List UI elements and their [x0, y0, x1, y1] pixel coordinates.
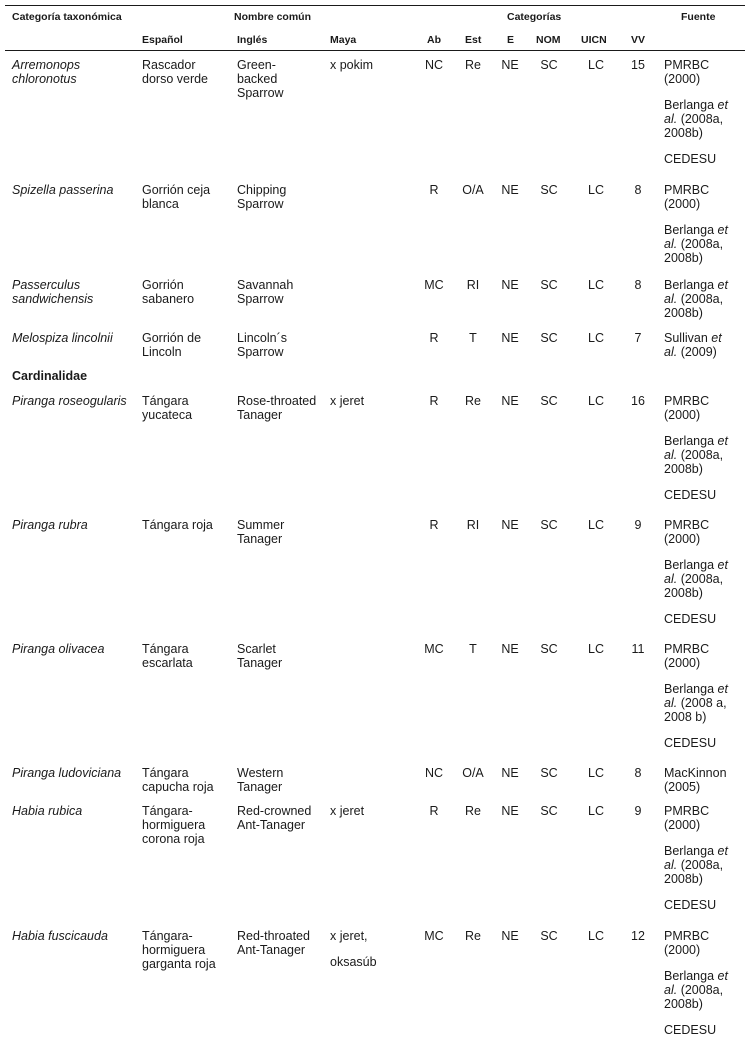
scientific-name: Piranga olivacea — [12, 642, 105, 656]
source-entry: CEDESU — [664, 1023, 717, 1037]
nom-value: SC — [540, 642, 558, 656]
vv-value: 8 — [634, 183, 642, 197]
e-value: NE — [501, 331, 519, 345]
scientific-name: Melospiza lincolnii — [12, 331, 113, 345]
ab-value: R — [429, 518, 439, 532]
nom-value: SC — [540, 183, 558, 197]
english-name: Western Tanager — [237, 766, 284, 794]
spanish-name: Gorrión de Lincoln — [142, 331, 202, 359]
uicn-value: LC — [588, 766, 604, 780]
est-value: RI — [466, 278, 480, 292]
nom-value: SC — [540, 394, 558, 408]
header-source: Fuente — [681, 11, 716, 23]
maya-name: x jeret — [330, 804, 365, 818]
e-value: NE — [501, 278, 519, 292]
header-uicn: UICN — [581, 34, 607, 46]
header-common-name: Nombre común — [234, 11, 312, 23]
vv-value: 15 — [631, 58, 645, 72]
est-value: Re — [465, 58, 481, 72]
est-value: T — [469, 331, 477, 345]
scientific-name: Piranga roseogularis — [12, 394, 127, 408]
source-entry: Berlanga et al. (2008a, 2008b) — [664, 844, 728, 886]
scientific-name: Piranga ludoviciana — [12, 766, 122, 780]
scientific-name: Passerculus sandwichensis — [12, 278, 94, 306]
source-entry: Berlanga et al. (2008a, 2008b) — [664, 223, 728, 265]
nom-value: SC — [540, 58, 558, 72]
spanish-name: Tángara- hormiguera corona roja — [142, 804, 206, 846]
source-entry: PMRBC (2000) — [664, 929, 710, 957]
source-entry: Berlanga et al. (2008a, 2008b) — [664, 969, 728, 1011]
vv-value: 7 — [634, 331, 642, 345]
source-entry: CEDESU — [664, 488, 717, 502]
ab-value: MC — [424, 278, 444, 292]
ab-value: MC — [424, 642, 444, 656]
spanish-name: Tángara- hormiguera garganta roja — [142, 929, 216, 971]
source-entry: PMRBC (2000) — [664, 804, 710, 832]
scientific-name: Habia rubica — [12, 804, 83, 818]
ab-value: R — [429, 183, 439, 197]
source-entry: Berlanga et al. (2008 a, 2008 b) — [664, 682, 728, 724]
scientific-name: Arremonops chloronotus — [12, 58, 81, 86]
source-entry: CEDESU — [664, 152, 717, 166]
nom-value: SC — [540, 518, 558, 532]
e-value: NE — [501, 929, 519, 943]
uicn-value: LC — [588, 331, 604, 345]
est-value: Re — [465, 929, 481, 943]
header-est: Est — [465, 34, 482, 46]
source-entry: Sullivan et al. (2009) — [664, 331, 722, 359]
source-list — [664, 394, 746, 502]
vv-value: 9 — [634, 518, 642, 532]
header-spanish: Español — [142, 34, 183, 46]
ab-value: NC — [424, 58, 444, 72]
english-name: Savannah Sparrow — [237, 278, 294, 306]
maya-name: x jeret — [330, 394, 365, 408]
source-entry: PMRBC (2000) — [664, 394, 710, 422]
source-entry: PMRBC (2000) — [664, 58, 710, 86]
header-maya: Maya — [330, 34, 357, 46]
english-name: Summer Tanager — [237, 518, 285, 546]
e-value: NE — [501, 766, 519, 780]
nom-value: SC — [540, 331, 558, 345]
maya-name: x jeret, oksasúb — [330, 929, 377, 969]
vv-value: 8 — [634, 278, 642, 292]
table-header-rule — [5, 50, 745, 51]
nom-value: SC — [540, 804, 558, 818]
source-entry: CEDESU — [664, 612, 717, 626]
vv-value: 11 — [631, 642, 645, 656]
spanish-name: Tángara yucateca — [142, 394, 193, 422]
source-entry: Berlanga et al. (2008a, 2008b) — [664, 434, 728, 476]
vv-value: 9 — [634, 804, 642, 818]
source-entry: Berlanga et al. (2008a, 2008b) — [664, 558, 728, 600]
english-name: Red-throated Ant-Tanager — [237, 929, 310, 957]
source-list — [664, 766, 746, 794]
vv-value: 16 — [631, 394, 645, 408]
vv-value: 8 — [634, 766, 642, 780]
est-value: O/A — [462, 766, 484, 780]
source-list — [664, 58, 746, 166]
uicn-value: LC — [588, 518, 604, 532]
e-value: NE — [501, 394, 519, 408]
scientific-name: Piranga rubra — [12, 518, 88, 532]
spanish-name: Tángara escarlata — [142, 642, 193, 670]
uicn-value: LC — [588, 58, 604, 72]
english-name: Red-crowned Ant-Tanager — [237, 804, 312, 832]
source-entry: MacKinnon (2005) — [664, 766, 727, 794]
est-value: RI — [466, 518, 480, 532]
source-entry: Berlanga et al. (2008a, 2008b) — [664, 98, 728, 140]
source-list — [664, 518, 746, 626]
source-entry: Berlanga et al. (2008a, 2008b) — [664, 278, 728, 320]
nom-value: SC — [540, 929, 558, 943]
ab-value: R — [429, 331, 439, 345]
est-value: O/A — [462, 183, 484, 197]
source-list — [664, 183, 746, 265]
scientific-name: Habia fuscicauda — [12, 929, 108, 943]
header-e: E — [507, 34, 515, 46]
nom-value: SC — [540, 278, 558, 292]
uicn-value: LC — [588, 278, 604, 292]
header-vv: VV — [631, 34, 646, 46]
source-entry: CEDESU — [664, 898, 717, 912]
spanish-name: Rascador dorso verde — [142, 58, 209, 86]
header-categories: Categorías — [507, 11, 562, 23]
est-value: T — [469, 642, 477, 656]
scientific-name: Spizella passerina — [12, 183, 114, 197]
e-value: NE — [501, 642, 519, 656]
vv-value: 12 — [631, 929, 645, 943]
uicn-value: LC — [588, 642, 604, 656]
english-name: Rose-throated Tanager — [237, 394, 317, 422]
source-list — [664, 642, 746, 750]
nom-value: SC — [540, 766, 558, 780]
family-heading: Cardinalidae — [12, 369, 88, 383]
header-ab: Ab — [427, 34, 441, 46]
ab-value: MC — [424, 929, 444, 943]
ab-value: R — [429, 394, 439, 408]
uicn-value: LC — [588, 804, 604, 818]
maya-name: x pokim — [330, 58, 374, 72]
english-name: Chipping Sparrow — [237, 183, 287, 211]
uicn-value: LC — [588, 394, 604, 408]
source-entry: PMRBC (2000) — [664, 183, 710, 211]
source-entry: CEDESU — [664, 736, 717, 750]
spanish-name: Tángara roja — [142, 518, 213, 532]
english-name: Green- backed Sparrow — [237, 58, 284, 100]
e-value: NE — [501, 518, 519, 532]
uicn-value: LC — [588, 183, 604, 197]
english-name: Lincoln´s Sparrow — [237, 331, 288, 359]
spanish-name: Gorrión sabanero — [142, 278, 195, 306]
table-top-rule — [5, 5, 745, 6]
spanish-name: Gorrión ceja blanca — [142, 183, 211, 211]
header-taxon: Categoría taxonómica — [12, 11, 122, 23]
e-value: NE — [501, 183, 519, 197]
spanish-name: Tángara capucha roja — [142, 766, 214, 794]
e-value: NE — [501, 58, 519, 72]
source-list — [664, 278, 746, 320]
source-list — [664, 804, 746, 912]
ab-value: NC — [424, 766, 444, 780]
english-name: Scarlet Tanager — [237, 642, 283, 670]
est-value: Re — [465, 804, 481, 818]
header-english: Inglés — [237, 34, 268, 46]
est-value: Re — [465, 394, 481, 408]
header-nom: NOM — [536, 34, 561, 46]
source-entry: PMRBC (2000) — [664, 518, 710, 546]
uicn-value: LC — [588, 929, 604, 943]
e-value: NE — [501, 804, 519, 818]
ab-value: R — [429, 804, 439, 818]
source-list — [664, 929, 746, 1037]
source-entry: PMRBC (2000) — [664, 642, 710, 670]
source-list — [664, 331, 746, 359]
